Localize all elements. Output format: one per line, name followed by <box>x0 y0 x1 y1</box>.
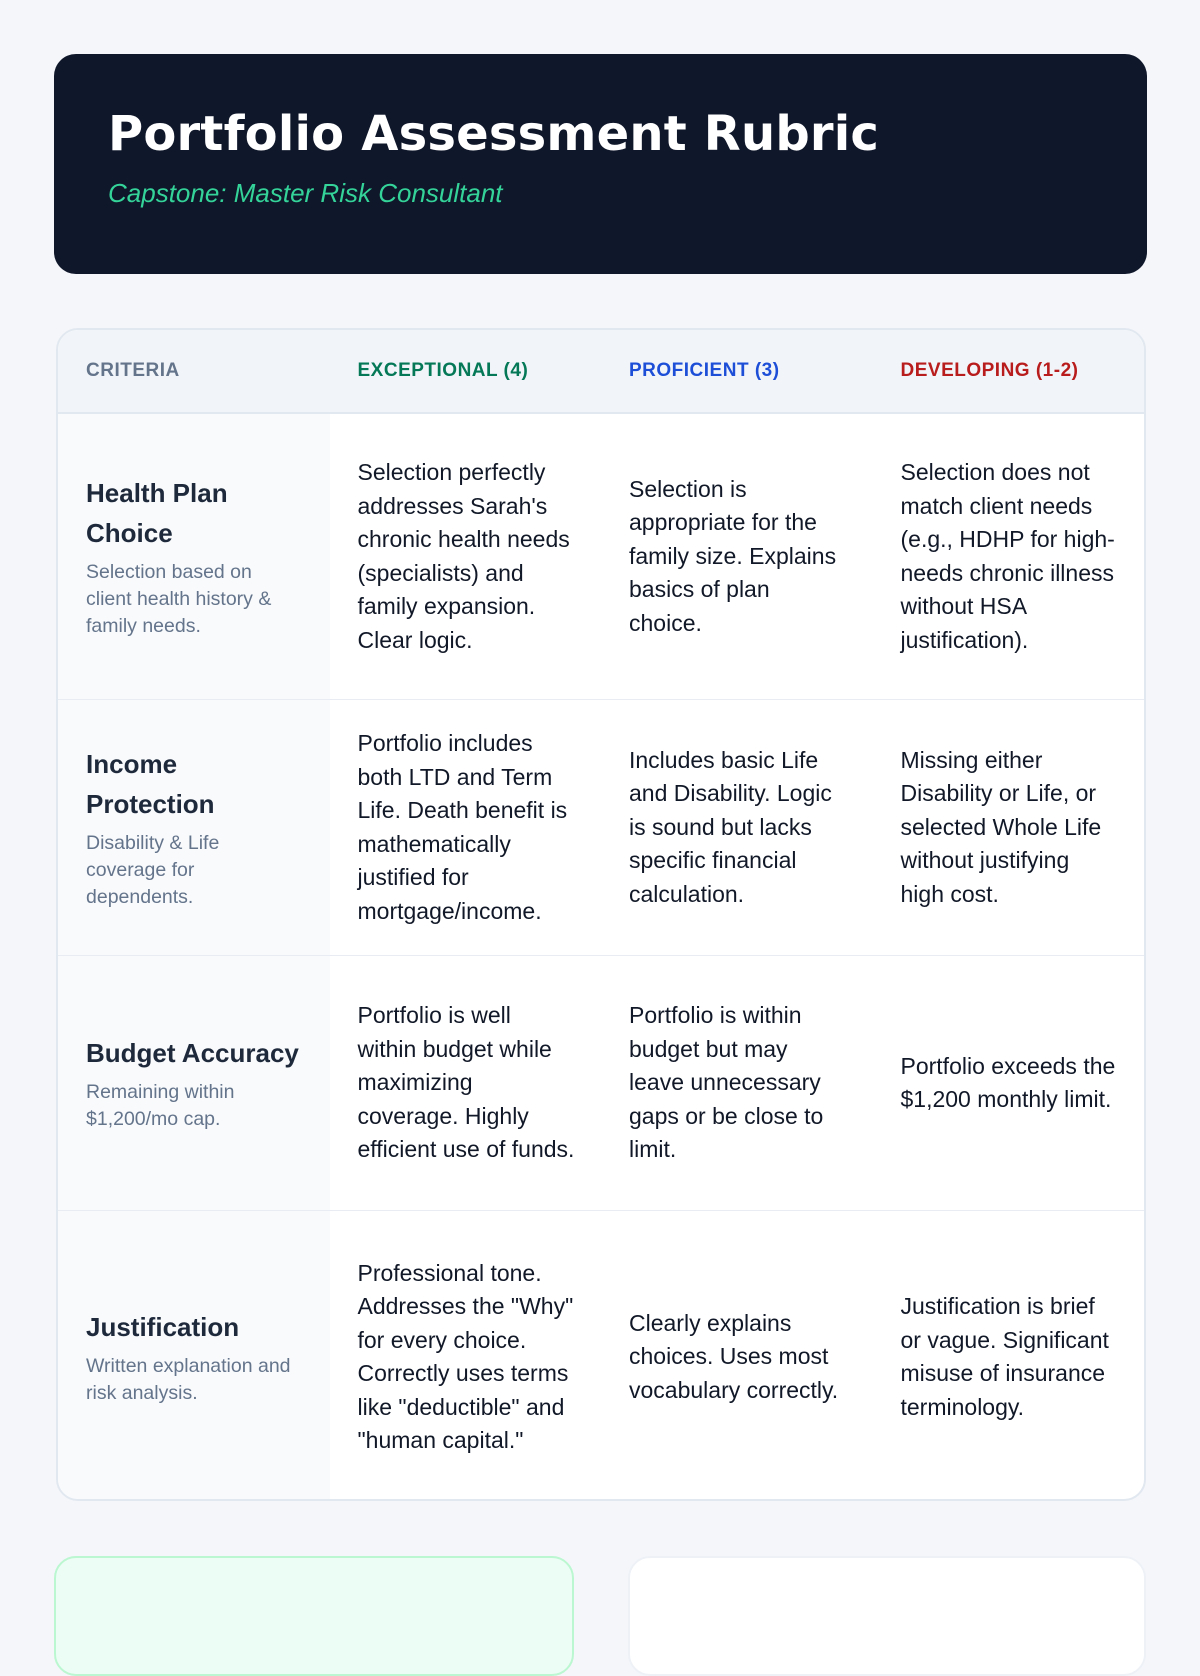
table-header-row <box>58 330 1144 414</box>
table-row <box>58 956 1144 1211</box>
proficient-cell: Clearly explains choices. Uses most vocabulary correctly. <box>629 1309 839 1403</box>
developing-cell: Missing either Disability or Life, or selected Whole Life without justifying high cost. <box>900 746 1102 907</box>
exceptional-cell: Professional tone. Addresses the "Why" for every choice. Correctly uses terms like "deductible" and "human capital." <box>357 1259 574 1453</box>
column-header-proficient: PROFICIENT (3) <box>629 360 780 381</box>
criterion-title: Justification <box>86 1312 240 1342</box>
rubric-table <box>56 328 1146 1501</box>
table-row <box>58 700 1144 956</box>
criterion-description: Written explanation and risk analysis. <box>86 1355 291 1404</box>
page-title: Portfolio Assessment Rubric <box>108 106 880 162</box>
column-header-developing: DEVELOPING (1-2) <box>900 360 1079 381</box>
proficient-cell: Selection is appropriate for the family size. Explains basics of plan choice. <box>629 475 837 636</box>
exceptional-cell: Selection perfectly addresses Sarah's chronic health needs (specialists) and family expansion. Clear logic. <box>357 459 570 653</box>
criteria-cell <box>58 414 330 699</box>
exceptional-cell: Portfolio includes both LTD and Term Life. Death benefit is mathematically justified for mortgage/income. <box>357 730 568 924</box>
table-row <box>58 414 1144 700</box>
criterion-title: Health Plan Choice <box>86 478 228 548</box>
column-header-criteria: CRITERIA <box>86 360 180 381</box>
developing-cell: Justification is brief or vague. Significant misuse of insurance terminology. <box>900 1293 1109 1420</box>
criterion-description: Remaining within $1,200/mo cap. <box>86 1081 235 1130</box>
bottom-card-left <box>54 1556 574 1676</box>
criterion-title: Budget Accuracy <box>86 1038 299 1068</box>
criterion-description: Disability & Life coverage for dependents. <box>86 832 220 908</box>
table-row <box>58 1211 1144 1501</box>
column-header-exceptional: EXCEPTIONAL (4) <box>357 360 529 381</box>
criteria-cell <box>58 956 330 1210</box>
developing-cell: Selection does not match client needs (e.g., HDHP for high-needs chronic illness without HSA justification). <box>900 459 1115 653</box>
exceptional-cell: Portfolio is well within budget while maximizing coverage. Highly efficient use of funds. <box>357 1002 575 1163</box>
developing-cell: Portfolio exceeds the $1,200 monthly limit. <box>900 1052 1116 1112</box>
page-subtitle: Capstone: Master Risk Consultant <box>108 178 503 208</box>
bottom-card-right <box>628 1556 1146 1676</box>
criterion-title: Income Protection <box>86 749 215 819</box>
page-header <box>54 54 1147 274</box>
proficient-cell: Portfolio is within budget but may leave unnecessary gaps or be close to limit. <box>629 1002 824 1163</box>
criteria-cell <box>58 1211 330 1501</box>
proficient-cell: Includes basic Life and Disability. Logic is sound but lacks specific financial calculation. <box>629 746 832 907</box>
criteria-cell <box>58 700 330 955</box>
criterion-description: Selection based on client health history & family needs. <box>86 561 272 637</box>
